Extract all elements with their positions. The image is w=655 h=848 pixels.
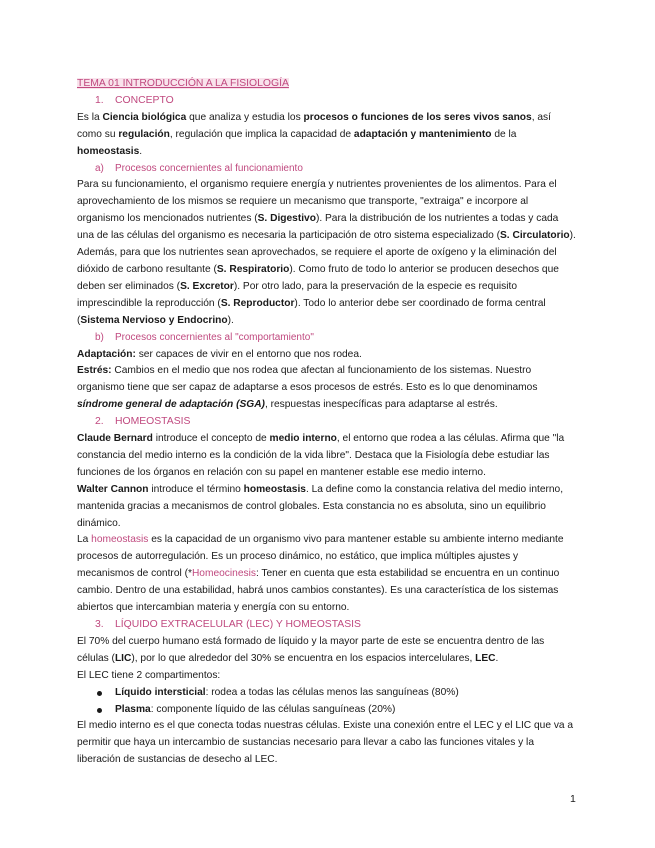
bold-text: homeostasis — [243, 483, 306, 495]
bold-text: Líquido intersticial — [115, 686, 206, 698]
bold-text: S. Excretor — [180, 280, 234, 292]
section-1-title: CONCEPTO — [115, 94, 174, 106]
section-1-paragraph-1 — [77, 110, 577, 161]
text-run: es la capacidad de un organismo vivo para mantener estable su ambiente interno mediante procesos de autorregulación. Es un proceso dinámico, no estático, que implica múltiples ajustes y mecanismos de control (* — [77, 534, 564, 580]
section-2-paragraph-2 — [77, 482, 577, 533]
text-run: de la — [491, 128, 517, 140]
list-item — [77, 702, 577, 719]
text-run: : componente líquido de las células sanguíneas (20%) — [150, 703, 396, 715]
bold-text: adaptación y mantenimiento — [353, 128, 492, 140]
subsection-a-heading — [77, 161, 577, 178]
text-run: que analiza y estudia los — [186, 111, 304, 123]
text-run: , así como su — [77, 111, 551, 140]
bold-text: Ciencia biológica — [102, 111, 187, 123]
bold-text: medio interno — [269, 433, 337, 445]
section-3-paragraph-2: El LEC tiene 2 compartimentos: — [77, 669, 221, 681]
text-run: ). Además, para que los nutrientes sean aprovechados, se requiere el aporte de oxígeno y la eliminación del dióxido de carbono resultante ( — [77, 230, 576, 275]
text-run: , regulación que implica la capacidad de — [169, 128, 354, 140]
bold-text: LEC — [475, 652, 496, 664]
adaptacion-paragraph — [77, 347, 577, 364]
subsection-b-title: Procesos concernientes al "comportamiento" — [115, 331, 314, 343]
text-run: ), por lo que alrededor del 30% se encuentra en los espacios intercelulares, — [131, 652, 476, 664]
bold-text: S. Circulatorio — [500, 230, 570, 242]
text-run: ). Todo lo anterior debe ser coordinado de forma central ( — [77, 297, 546, 326]
text-run: ser capaces de vivir en el entorno que nos rodea. — [135, 348, 362, 360]
text-run: ). Para la distribución de los nutrientes a todas y cada una de las células del organismo es necesaria la participación de otro sistema especializado ( — [77, 213, 559, 242]
section-2-paragraph-3 — [77, 532, 577, 617]
bold-text: homeostasis — [77, 145, 140, 157]
highlight-text: homeostasis — [91, 534, 149, 546]
section-3-paragraph-1 — [77, 634, 577, 668]
subsection-a-paragraph — [77, 177, 577, 329]
text-run: La — [77, 534, 92, 546]
bold-text: Estrés: — [77, 365, 112, 377]
highlight-text: Homeocinesis — [191, 568, 256, 580]
text-run: . La define como la constancia relativa del medio interno, mantenida gracias a mecanismos de control globales. Esta constancia no es absoluta, sino un equilibrio dinámico. — [77, 483, 564, 529]
lec-compartments-list — [77, 685, 577, 719]
section-2-heading — [77, 414, 577, 431]
text-run: : rodea a todas las células menos las sanguíneas (80%) — [205, 686, 459, 698]
document-page — [77, 76, 577, 769]
section-1-number: 1. — [95, 94, 104, 106]
bold-text: S. Digestivo — [257, 213, 316, 225]
text-run: ). Por otro lado, para la preservación de la especie es requisito imprescindible la reproducción ( — [77, 280, 518, 309]
text-run: Cambios en el medio que nos rodea que afectan al funcionamiento de los sistemas. Nuestro organismo tiene que ser capaz de adaptarse a esos procesos de estrés. Esto es lo que denominamos — [77, 365, 538, 394]
bold-text: procesos o funciones de los seres vivos sanos — [303, 111, 532, 123]
text-run: : Tener en cuenta que esta estabilidad se encuentra en un continuo cambio. Dentro de una estabilidad, habrá unos cambios constantes). Es una característica de los sistemas abiertos que intercambian materia y energía con su entorno. — [77, 568, 560, 614]
bold-text: Plasma — [115, 703, 151, 715]
subsection-b-number: b) — [95, 331, 104, 343]
text-run: ). Como fruto de todo lo anterior se producen desechos que deben ser eliminados ( — [77, 263, 559, 292]
subsection-a-number: a) — [95, 162, 104, 174]
text-run: introduce el concepto de — [152, 433, 270, 445]
text-run: . — [495, 652, 499, 664]
text-run: , respuestas inespecíficas para adaptarse al estrés. — [264, 399, 498, 411]
subsection-a-title: Procesos concernientes al funcionamiento — [115, 162, 303, 174]
bold-text: LIC — [114, 652, 132, 664]
document-title: TEMA 01 INTRODUCCIÓN A LA FISIOLOGÍA — [77, 78, 289, 89]
text-run: El 70% del cuerpo humano está formado de líquido y la mayor parte de este se encuentra dentro de las células ( — [77, 635, 545, 664]
section-3-heading — [77, 617, 577, 634]
page-number: 1 — [570, 793, 576, 805]
section-3-number: 3. — [95, 619, 104, 630]
bold-text: Claude Bernard — [77, 433, 153, 445]
bold-text: regulación — [118, 128, 170, 140]
text-run: ). — [227, 314, 234, 326]
section-2-number: 2. — [95, 416, 104, 428]
section-3-paragraph-3: El medio interno es el que conecta todas nuestras células. Existe una conexión entre el LEC y el LIC que va a permitir que haya un intercambio de sustancias necesario para llevar a cabo las funciones vitales y la liberación de sustancias de desecho al LEC. — [77, 720, 574, 766]
subsection-b-heading — [77, 330, 577, 347]
text-run: . — [139, 145, 143, 157]
section-1-heading — [77, 93, 577, 110]
bold-text: Adaptación: — [77, 348, 136, 360]
section-3-title: LÍQUIDO EXTRACELULAR (LEC) Y HOMEOSTASIS — [115, 619, 361, 630]
document-title-line — [77, 76, 577, 93]
section-2-title: HOMEOSTASIS — [115, 416, 191, 428]
bold-text: S. Respiratorio — [216, 263, 290, 275]
text-run: , el entorno que rodea a las células. Afirma que "la constancia del medio interno es la condición de la vida libre". Destaca que la Fisiología debe estudiar las funciones de los órganos en relación con su papel en mantener estable ese medio interno. — [77, 433, 565, 478]
bold-text: Walter Cannon — [77, 483, 149, 495]
text-run: Es la — [77, 111, 103, 123]
text-run: introduce el término — [148, 483, 244, 495]
list-item — [77, 685, 577, 702]
bold-text: síndrome general de adaptación (SGA) — [77, 399, 265, 411]
bold-text: Sistema Nervioso y Endocrino — [80, 314, 228, 326]
bold-text: S. Reproductor — [220, 297, 295, 309]
estres-paragraph — [77, 363, 577, 414]
text-run: Para su funcionamiento, el organismo requiere energía y nutrientes provenientes de los alimentos. Para el aprovechamiento de los mismos se requiere un mecanismo que transporte, "extraiga" e incorpore al organismo los mencionados nutrientes ( — [77, 179, 557, 225]
section-2-paragraph-1 — [77, 431, 577, 482]
